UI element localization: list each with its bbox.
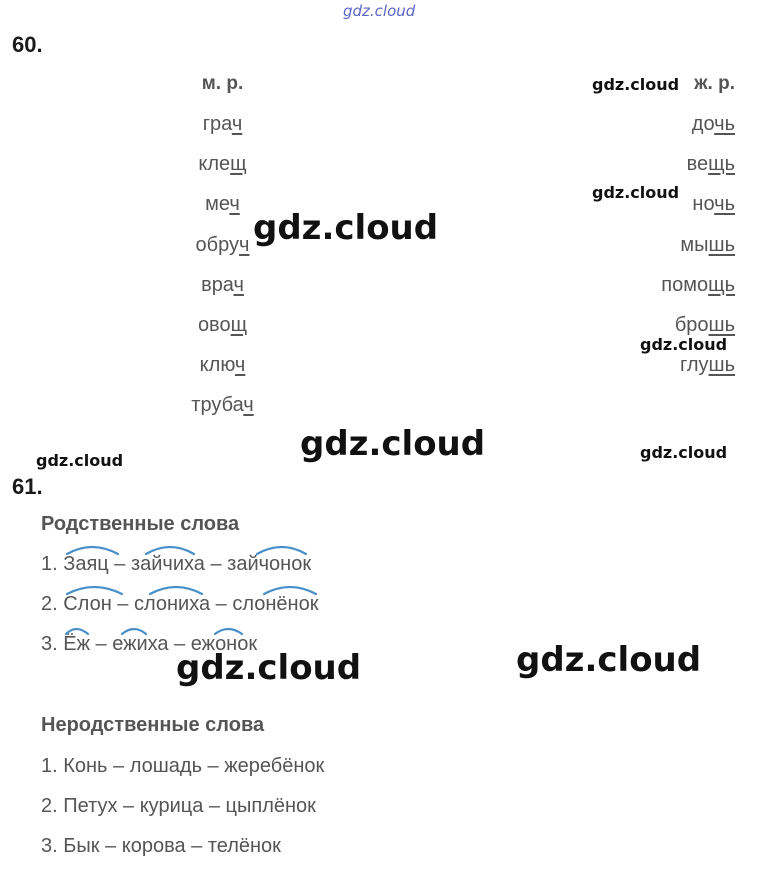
related-words-title: Родственные слова (41, 513, 240, 535)
watermark: gdz.cloud (592, 75, 680, 94)
word-ending-underlined: шь (708, 314, 735, 336)
word-ending-underlined: шь (708, 233, 735, 256)
word-stem: помо (661, 273, 709, 296)
word-stem: до (691, 113, 715, 135)
word-stem: ово (197, 314, 231, 336)
unrelated-line-2: 2. Петух – курица – цыплёнок (41, 795, 316, 817)
word-ending-underlined: ч (243, 394, 254, 417)
exercise-60-number: 60. (12, 32, 43, 57)
word-ending-underlined: щь (708, 273, 735, 296)
word-stem: вра (201, 273, 234, 296)
unrelated-line-1: 1. Конь – лошадь – жеребёнок (41, 755, 325, 777)
word-ending-underlined: чь (714, 113, 735, 135)
related-line-1: 1. Заяц – зайчиха – зайчонок (41, 553, 312, 575)
word-stem: глу (680, 354, 709, 377)
feminine-word (680, 354, 735, 377)
word-ending-underlined: щ (230, 314, 248, 336)
watermark: gdz.cloud (640, 335, 728, 354)
word-ending-underlined: шь (708, 354, 735, 377)
masculine-word (0, 113, 445, 136)
masculine-header: м. р. (201, 73, 244, 94)
masculine-word (0, 394, 445, 417)
word-ending-underlined: ч (239, 233, 250, 256)
watermark: gdz.cloud (253, 208, 439, 248)
feminine-word (661, 274, 735, 297)
unrelated-line-3: 3. Бык – корова – телёнок (41, 835, 281, 857)
watermark: gdz.cloud (516, 640, 702, 680)
feminine-word (692, 193, 735, 216)
word-ending-underlined: чь (714, 193, 735, 216)
word-ending-underlined: ч (234, 354, 246, 377)
word-stem: но (692, 193, 715, 216)
feminine-word (680, 234, 735, 257)
word-ending-underlined: ч (233, 273, 244, 296)
watermark: gdz.cloud (640, 443, 728, 462)
top-watermark: gdz.cloud (343, 2, 416, 20)
masculine-word (0, 274, 445, 297)
masculine-word (0, 314, 445, 337)
watermark: gdz.cloud (300, 424, 486, 464)
related-line-2: 2. Слон – слониха – слонёнок (41, 593, 319, 615)
masculine-word (0, 354, 445, 377)
unrelated-words-title: Неродственные слова (41, 714, 265, 736)
word-stem: мы (680, 233, 709, 256)
word-stem: обру (195, 233, 240, 256)
word-stem: ве (686, 153, 709, 176)
feminine-word (692, 113, 735, 136)
exercise-61-number: 61. (12, 474, 43, 499)
word-stem: ме (205, 193, 230, 216)
watermark: gdz.cloud (592, 183, 680, 202)
word-ending-underlined: ч (229, 193, 240, 216)
watermark: gdz.cloud (36, 451, 124, 470)
word-ending-underlined: ч (231, 113, 243, 135)
word-stem: бро (674, 314, 709, 336)
word-ending-underlined: щь (708, 153, 735, 176)
feminine-word (687, 153, 735, 176)
masculine-word (0, 153, 445, 176)
word-stem: клю (199, 354, 235, 377)
word-stem: труба (191, 394, 244, 417)
feminine-word (675, 314, 735, 337)
word-ending-underlined: щ (230, 153, 247, 176)
feminine-header: ж. р. (694, 73, 735, 94)
word-stem: кле (198, 153, 231, 176)
word-stem: гра (202, 113, 232, 135)
related-line-3: 3. Ёж – ежиха – ежонок (41, 633, 258, 655)
watermark: gdz.cloud (176, 648, 362, 688)
